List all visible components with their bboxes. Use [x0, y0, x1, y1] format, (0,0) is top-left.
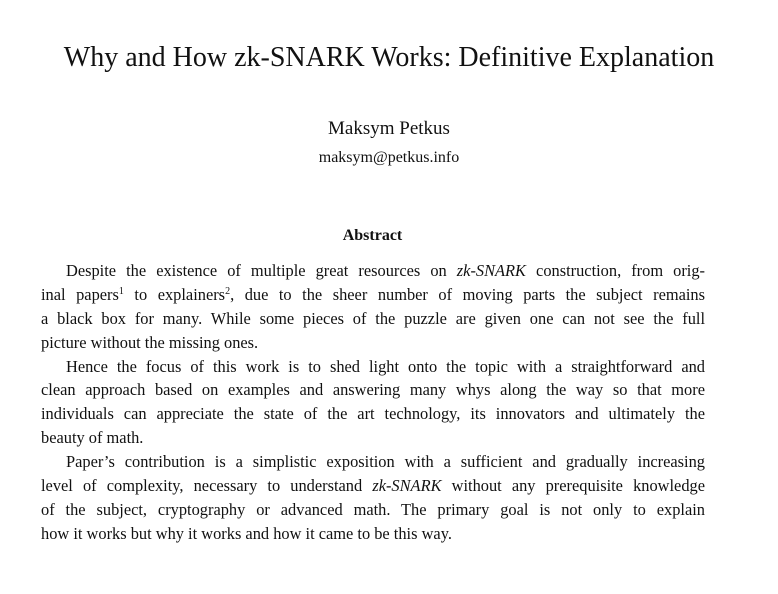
text-span: Despite the existence of multiple great resources on — [66, 261, 457, 280]
abstract-p3-line1: Paper’s contribution is a simplistic exposition with a sufficient and gradually increasing — [66, 452, 705, 472]
abstract-p3-line2 — [41, 474, 705, 498]
paper-title: Why and How zk-SNARK Works: Definitive Explanation — [63, 42, 715, 73]
text-span: to explainers — [123, 284, 226, 304]
abstract-p2-line1: Hence the focus of this work is to shed light onto the topic with a straightforward and — [66, 356, 705, 376]
abstract-p1-line3: a black box for many. While some pieces of the puzzle are given one can not see the full — [41, 308, 705, 328]
footnote-marker-1: 1 — [118, 285, 124, 297]
abstract-p2-line4: beauty of math. — [41, 428, 144, 448]
abstract-p3-line4: how it works but why it works and how it came to be this way. — [41, 523, 452, 543]
abstract-p2-line2: clean approach based on examples and answering many whys along the way so that more — [41, 380, 705, 400]
text-span: level of complexity, necessary to understand — [41, 476, 373, 496]
text-span: without any prerequisite knowledge — [441, 476, 705, 496]
text-span: , due to the sheer number of moving parts the subject remains — [230, 284, 705, 304]
author-name: Maksym Petkus — [328, 118, 450, 139]
abstract-body — [41, 259, 705, 546]
abstract-p1-line4: picture without the missing ones. — [41, 332, 259, 352]
author-email: maksym@petkus.info — [318, 149, 460, 166]
text-span: inal papers — [41, 284, 119, 304]
abstract-p1-line2 — [41, 283, 705, 307]
emphasis-zk-snark: zk-SNARK — [372, 476, 442, 496]
emphasis-zk-snark: zk-SNARK — [456, 261, 526, 280]
abstract-p3-line3: of the subject, cryptography or advanced math. The primary goal is not only to explain — [41, 499, 705, 519]
abstract-heading: Abstract — [342, 227, 403, 244]
abstract-p2-line3: individuals can appreciate the state of the art technology, its innovators and ultimately the — [41, 404, 705, 424]
text-span: construction, from orig- — [526, 261, 705, 280]
abstract-p1-line1 — [41, 259, 705, 283]
footnote-marker-2: 2 — [225, 285, 231, 297]
